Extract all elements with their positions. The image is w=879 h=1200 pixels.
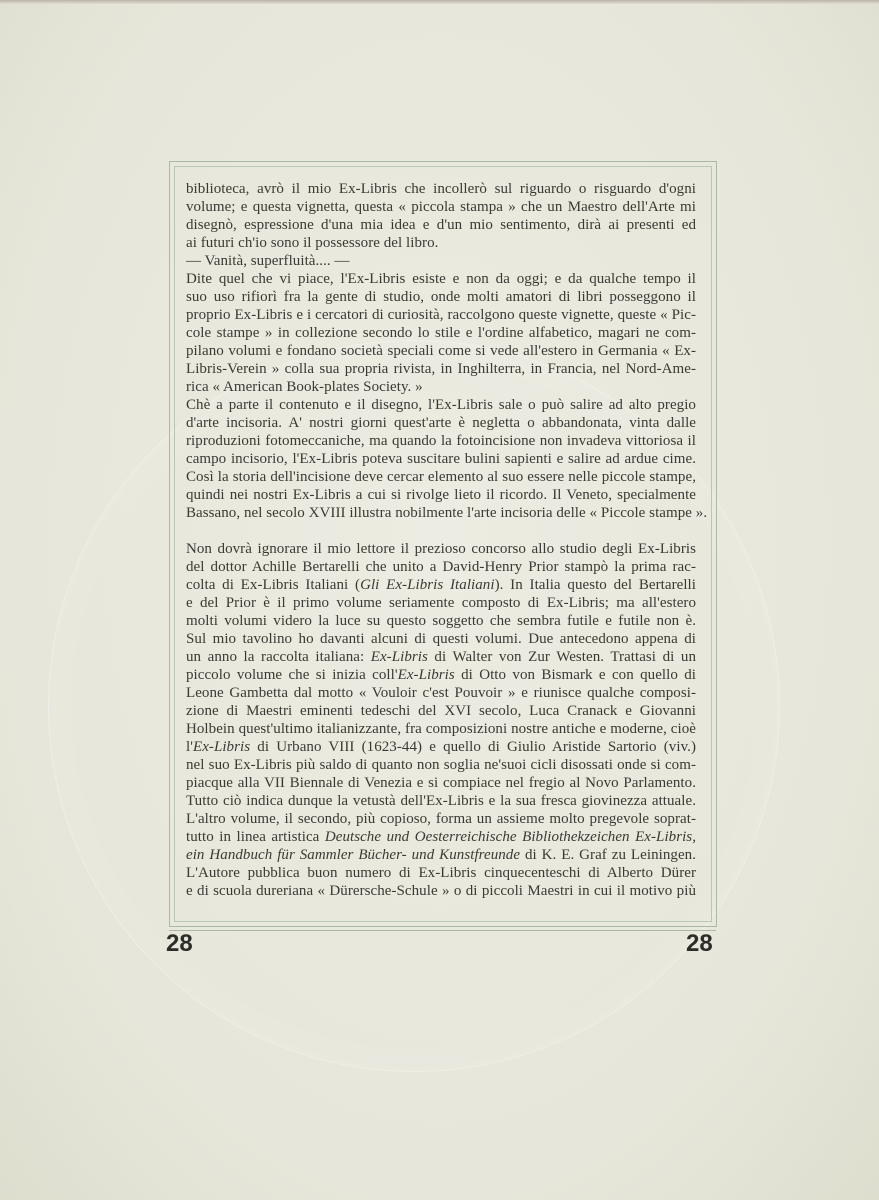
text-line: Holbein quest'ultimo italianizzante, fra composizioni nostre antiche e moderne, cioè	[186, 721, 696, 737]
text-line: del dottor Achille Bertarelli che unito a David-Henry Prior stampò la prima rac-	[186, 559, 696, 575]
book-title: Ex-Libris	[397, 667, 455, 683]
text-line: Non dovrà ignorare il mio lettore il prezioso concorso allo studio degli Ex-Libris	[186, 541, 696, 557]
text-line: rica « American Book-plates Society. »	[186, 379, 423, 395]
page-number-left: 28	[166, 930, 193, 957]
text-line: disegnò, espressione d'una mia idea e d'un mio sentimento, dirà ai presenti ed	[186, 217, 696, 233]
text-line: zione di Maestri eminenti tedeschi del XVI secolo, Luca Cranack e Giovanni	[186, 703, 696, 719]
text-line: piccolo volume che si inizia coll'Ex-Libris di Otto von Bismark e con quello di	[186, 667, 696, 683]
book-title: Ex-Libris	[370, 649, 428, 665]
text-line: volume; e questa vignetta, questa « piccola stampa » che un Maestro dell'Arte mi	[186, 199, 696, 215]
book-title: Ex-Libris	[192, 739, 251, 755]
text-line: Chè a parte il contenuto e il disegno, l'Ex-Libris sale o può salire ad alto pregio	[186, 397, 696, 413]
text-line: Tutto ciò indica dunque la vetustà dell'Ex-Libris e la sua fresca giovinezza attuale.	[186, 793, 696, 809]
text-line: Leone Gambetta dal motto « Vouloir c'est Pouvoir » e riunisce qualche composi-	[186, 685, 696, 701]
page-top-edge	[0, 0, 879, 4]
text-line: Sul mio tavolino ho davanti alcuni di questi volumi. Due antecedono appena di	[186, 631, 696, 647]
text-line: d'arte incisoria. A' nostri giorni quest'arte è negletta o abbandonata, vinta dalle	[186, 415, 696, 431]
book-title: Gli Ex-Libris Italiani	[360, 577, 495, 593]
book-title: ein Handbuch für Sammler Bücher- und Kunstfreunde	[186, 847, 521, 863]
text-line: suo uso rifiorì fra la gente di studio, onde molti amatori di libri posseggono il	[186, 289, 696, 305]
text-line: colta di Ex-Libris Italiani (Gli Ex-Libris Italiani). In Italia questo del Bertarelli	[186, 577, 696, 593]
text-line: cole stampe » in collezione secondo lo stile e l'ordine alfabetico, magari ne com-	[186, 325, 696, 341]
book-title: Deutsche und Oesterreichische Bibliothekzeichen Ex-Libris,	[324, 829, 696, 845]
text-line: L'altro volume, il secondo, più copioso, forma un assieme molto pregevole soprat-	[186, 811, 696, 827]
text-line: quindi nei nostri Ex-Libris a cui si rivolge lieto il ricordo. Il Veneto, specialmente	[186, 487, 696, 503]
text-line: molti volumi videro la luce su questo soggetto che sembra futile e futile non è.	[186, 613, 696, 629]
text-line: ai futuri ch'io sono il possessore del libro.	[186, 235, 439, 251]
text-line: campo incisorio, l'Ex-Libris poteva suscitare bulini sapienti e salire ad ardue cime.	[186, 451, 696, 467]
text-line: e di scuola dureriana « Dürersche-Schule » o di piccoli Maestri in cui il motivo più	[186, 883, 696, 899]
paragraph-gap	[186, 522, 696, 540]
text-line: ein Handbuch für Sammler Bücher- und Kunstfreunde di K. E. Graf zu Leiningen.	[186, 847, 696, 863]
body-text	[186, 180, 708, 900]
text-line: — Vanità, superfluità.... —	[186, 253, 350, 269]
text-line: Bassano, nel secolo XVIII illustra nobilmente l'arte incisoria delle « Piccole stampe ».	[186, 505, 708, 521]
footer-rule	[169, 930, 716, 931]
text-line: riproduzioni fotomeccaniche, ma quando la fotoincisione non invadeva vittoriosa il	[186, 433, 696, 449]
text-line: L'Autore pubblica buon numero di Ex-Libris cinquecenteschi di Alberto Dürer	[186, 865, 696, 881]
text-line: biblioteca, avrò il mio Ex-Libris che incollerò sul riguardo o risguardo d'ogni	[186, 181, 696, 197]
text-line: tutto in linea artistica Deutsche und Oesterreichische Bibliothekzeichen Ex-Libris,	[186, 829, 696, 845]
text-line: Libris-Verein » colla sua propria rivista, in Inghilterra, in Francia, nel Nord-Ame-	[186, 361, 696, 377]
text-line: Dite quel che vi piace, l'Ex-Libris esiste e non da oggi; e da qualche tempo il	[186, 271, 696, 287]
text-line: nel suo Ex-Libris più saldo di quanto non soglia ne'suoi cicli disossati onde si com-	[186, 757, 696, 773]
text-line: l'Ex-Libris di Urbano VIII (1623-44) e quello di Giulio Aristide Sartorio (viv.)	[186, 739, 696, 755]
text-line: un anno la raccolta italiana: Ex-Libris di Walter von Zur Westen. Trattasi di un	[186, 649, 696, 665]
text-line: e del Prior è il primo volume seriamente composto di Ex-Libris; ma all'estero	[186, 595, 696, 611]
text-line: piacque alla VII Biennale di Venezia e si compiace nel fregio al Novo Parlamento.	[186, 775, 696, 791]
text-line: proprio Ex-Libris e i cercatori di curiosità, raccolgono queste vignette, queste « Pic-	[186, 307, 696, 323]
text-line: Così la storia dell'incisione deve cercar elemento al suo essere nelle piccole stampe,	[186, 469, 696, 485]
page-number-right: 28	[686, 930, 713, 957]
text-line: pilano volumi e fondano società speciali come si vede all'estero in Germania « Ex-	[186, 343, 696, 359]
